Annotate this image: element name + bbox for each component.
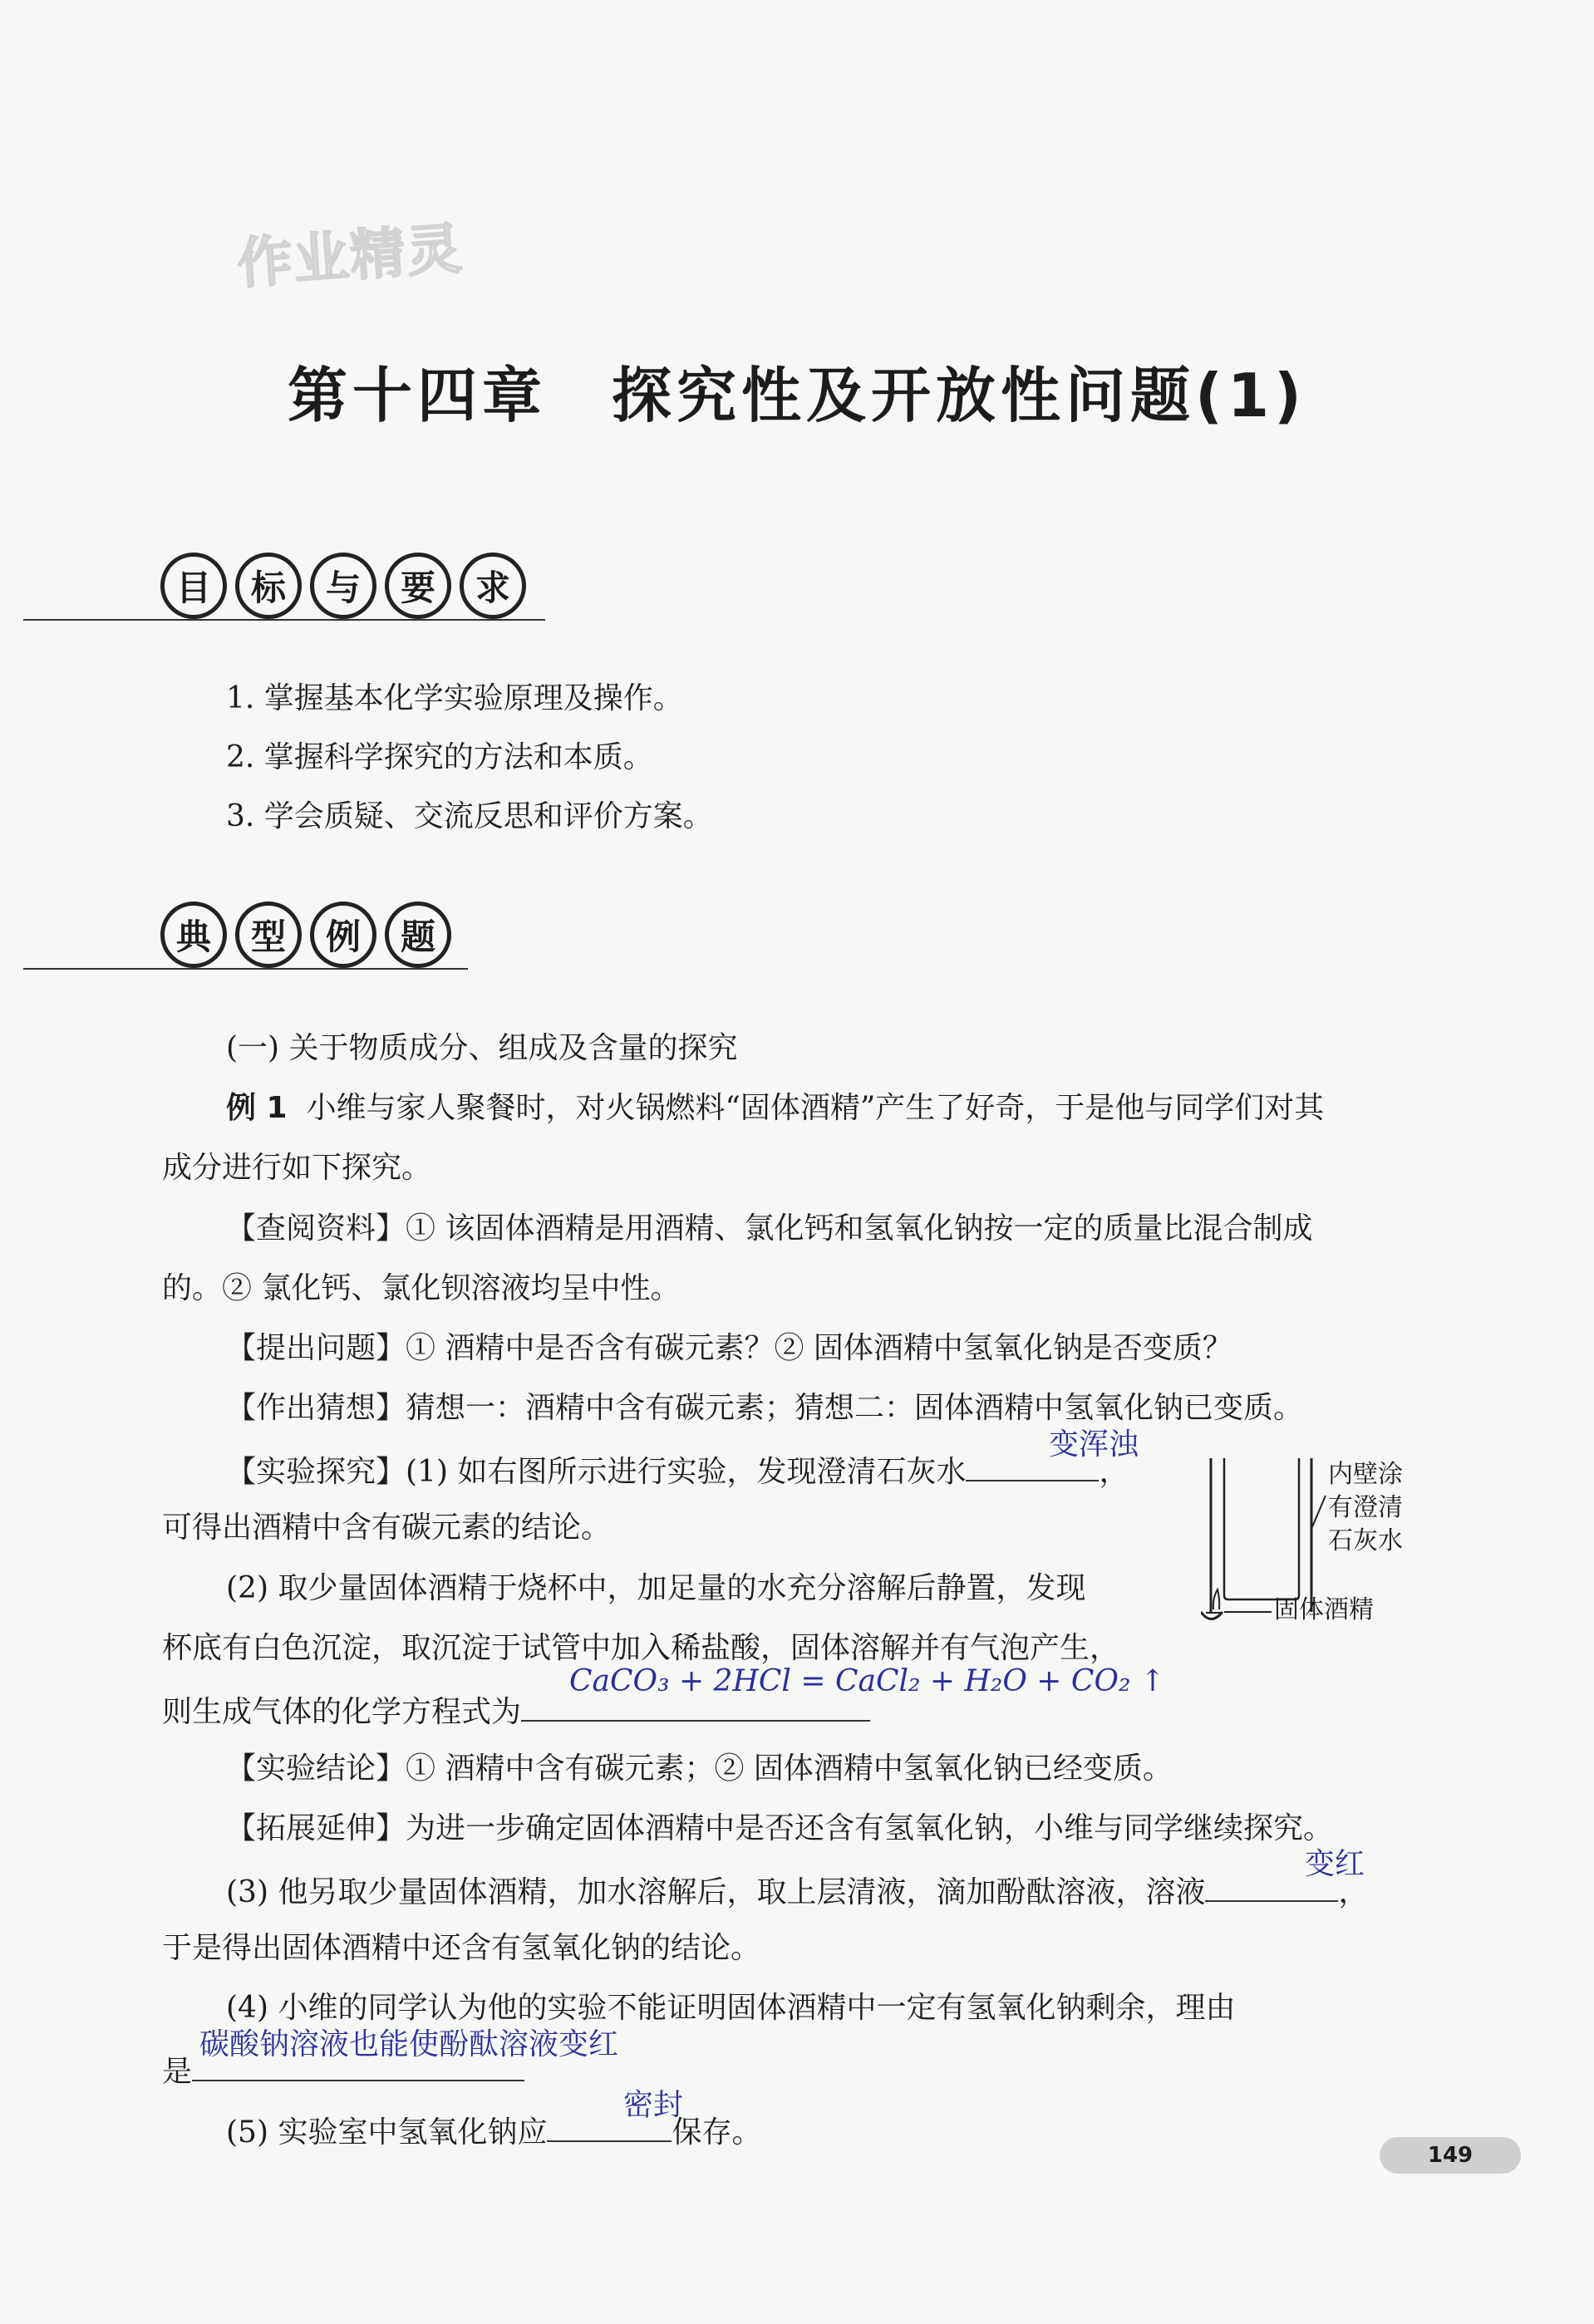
example-line-1 — [226, 1087, 1324, 1130]
example-line: 【作出猜想】猜想一：酒精中含有碳元素；猜想二：固体酒精中氢氧化钠已变质。 — [226, 1391, 1304, 1425]
example-line: (2) 取少量固体酒精于烧杯中，加足量的水充分溶解后静置，发现 — [226, 1571, 1086, 1605]
examples-char: 题 — [385, 902, 451, 968]
answer-1: 变浑浊 — [1049, 1427, 1139, 1462]
answer-5: 密封 — [623, 2088, 684, 2122]
example-text: ， — [1099, 1455, 1129, 1489]
example-text: (3) 他另取少量固体酒精，加水溶解后，取上层清液，滴加酚酞溶液，溶液 — [226, 1875, 1206, 1909]
figure-label: 石灰水 — [1328, 1526, 1403, 1555]
goal-item: 3. 学会质疑、交流反思和评价方案。 — [226, 799, 713, 833]
example-line-14 — [226, 1867, 1368, 1914]
example-line: 杯底有白色沉淀，取沉淀于试管中加入稀盐酸，固体溶解并有气泡产生， — [162, 1631, 1120, 1665]
chapter-title: 第十四章 探究性及开放性问题(1) — [288, 361, 1306, 430]
example-text: ， — [1338, 1875, 1369, 1909]
examples-rule — [23, 968, 468, 970]
example-line: 【实验结论】① 酒精中含有碳元素；② 固体酒精中氢氧化钠已经变质。 — [226, 1752, 1173, 1786]
goals-char: 要 — [385, 553, 451, 619]
page-number: 149 — [1380, 2137, 1521, 2174]
example-line: (4) 小维的同学认为他的实验不能证明固体酒精中一定有氢氧化钠剩余，理由 — [226, 1991, 1236, 2025]
figure-label: 内壁涂 — [1328, 1460, 1403, 1489]
example-text: 【实验探究】(1) 如右图所示进行实验，发现澄清石灰水 — [226, 1455, 967, 1489]
example-line: 【拓展延伸】为进一步确定固体酒精中是否还含有氢氧化钠，小维与同学继续探究。 — [226, 1811, 1334, 1845]
answer-3: 变红 — [1305, 1847, 1365, 1881]
example-line: 成分进行如下探究。 — [162, 1151, 432, 1185]
examples-char: 型 — [235, 902, 302, 968]
examples-char: 典 — [160, 902, 227, 968]
goals-rule — [23, 619, 545, 621]
figure-label: 有澄清 — [1328, 1493, 1403, 1522]
goals-char: 目 — [160, 553, 227, 619]
section-heading: (一) 关于物质成分、组成及含量的探究 — [226, 1031, 738, 1065]
example-line: 【提出问题】① 酒精中是否含有碳元素？② 固体酒精中氢氧化钠是否变质？ — [226, 1331, 1232, 1365]
example-text: 保存。 — [672, 2115, 762, 2150]
goals-char: 标 — [235, 553, 302, 619]
examples-char: 例 — [310, 902, 376, 968]
example-label: 例 1 — [226, 1091, 288, 1125]
goals-char: 与 — [310, 553, 376, 619]
answer-4: 碳酸钠溶液也能使酚酞溶液变红 — [199, 2027, 619, 2061]
example-text: 小维与家人聚餐时，对火锅燃料“固体酒精”产生了好奇，于是他与同学们对其 — [306, 1091, 1325, 1125]
example-text: (5) 实验室中氢氧化钠应 — [226, 2115, 548, 2150]
goals-char: 求 — [460, 553, 526, 619]
goal-item: 1. 掌握基本化学实验原理及操作。 — [226, 681, 683, 715]
example-line: 于是得出固体酒精中还含有氢氧化钠的结论。 — [162, 1931, 761, 1965]
example-line-7 — [226, 1447, 1129, 1494]
goals-heading — [160, 553, 526, 619]
example-line: 【查阅资料】① 该固体酒精是用酒精、氯化钙和氢氧化钠按一定的质量比混合制成 — [226, 1211, 1313, 1246]
answer-2: CaCO₃ + 2HCl = CaCl₂ + H₂O + CO₂ ↑ — [569, 1664, 1165, 1698]
watermark: 作业精灵 — [235, 216, 465, 297]
example-line: 的。② 氯化钙、氯化钡溶液均呈中性。 — [162, 1271, 681, 1305]
example-text: 是 — [162, 2055, 193, 2089]
example-text: 则生成气体的化学方程式为 — [162, 1695, 522, 1729]
goal-item: 2. 掌握科学探究的方法和本质。 — [226, 740, 653, 774]
example-line: 可得出酒精中含有碳元素的结论。 — [162, 1511, 612, 1545]
figure-label: 固体酒精 — [1274, 1595, 1374, 1624]
examples-heading — [160, 902, 451, 968]
